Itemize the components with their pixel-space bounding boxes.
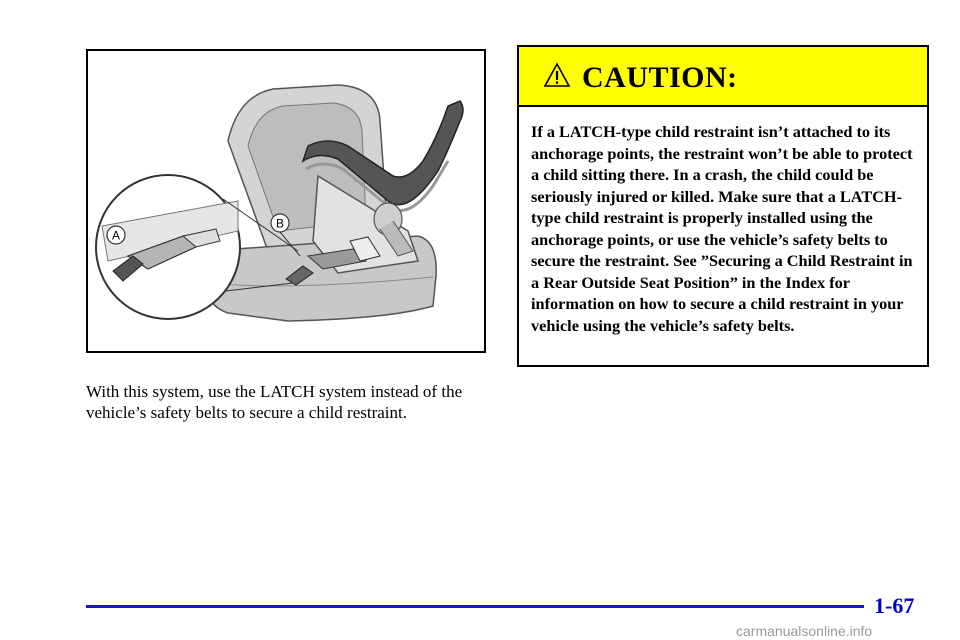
caution-title: CAUTION: — [582, 61, 738, 94]
latch-illustration-figure — [86, 49, 486, 353]
watermark: carmanualsonline.info — [736, 623, 873, 639]
caution-box — [517, 45, 929, 367]
caution-text: If a LATCH-type child restraint isn’t attached to its anchorage points, the restraint won’t be able to protect a child sitting there. In a crash, the child could be seriously injured or killed. Make sure that a LATCH-type child restraint is properly installed using the anchorage points, or use the vehicle’s safety belts to secure the restraint. See ”Securing a Child Restraint in a Rear Outside Seat Position” in the Index for information on how to secure a child restraint in your vehicle using the vehicle’s safety belts. — [531, 122, 913, 335]
warning-triangle-icon — [543, 62, 571, 88]
page-number: 1-67 — [874, 593, 915, 618]
child-seat-illustration — [88, 51, 484, 351]
callout-b-label: B — [275, 216, 285, 231]
body-paragraph: With this system, use the LATCH system instead of the vehicle’s safety belts to secure a child restraint. — [86, 382, 463, 422]
callout-a-label: A — [111, 228, 121, 243]
footer-rule — [86, 605, 864, 608]
caution-header — [519, 47, 927, 107]
